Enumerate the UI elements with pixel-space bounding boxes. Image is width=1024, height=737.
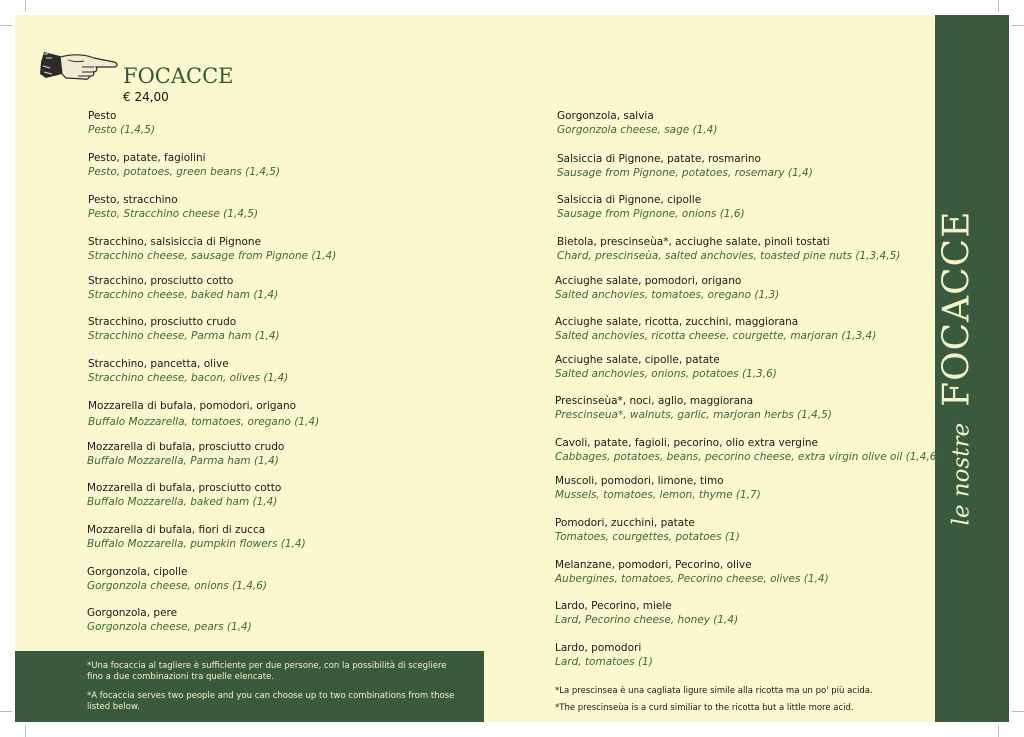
item-name: Stracchino, prosciutto cotto bbox=[88, 275, 234, 287]
item-name: Mozzarella di bufala, fiori di zucca bbox=[87, 524, 266, 536]
item-translation: Cabbages, potatoes, beans, pecorino cheese, extra virgin olive oil (1,4,6) bbox=[555, 451, 941, 463]
menu-item bbox=[557, 193, 745, 222]
item-name: Bietola, prescinseùa*, acciughe salate, pinoli tostati bbox=[557, 236, 830, 248]
menu-item bbox=[555, 516, 740, 545]
item-name: Stracchino, pancetta, olive bbox=[88, 358, 229, 370]
item-translation: Gorgonzola cheese, sage (1,4) bbox=[557, 124, 718, 136]
menu-item bbox=[88, 151, 280, 180]
item-translation: Pesto (1,4,5) bbox=[88, 124, 156, 136]
crop-mark bbox=[0, 711, 12, 712]
item-name: Acciughe salate, cipolle, patate bbox=[555, 354, 720, 366]
item-name: Pesto, stracchino bbox=[88, 194, 178, 206]
item-name: Lardo, pomodori bbox=[555, 642, 642, 654]
menu-item bbox=[555, 274, 779, 303]
item-name: Pesto bbox=[88, 110, 117, 122]
menu-item bbox=[555, 436, 941, 465]
note-box bbox=[15, 651, 484, 722]
pointing-hand-icon bbox=[38, 48, 120, 82]
item-translation: Buffalo Mozzarella, Parma ham (1,4) bbox=[87, 455, 279, 467]
item-name: Pesto, patate, fagiolini bbox=[88, 152, 206, 164]
item-name: Stracchino, salsisiccia di Pignone bbox=[88, 236, 262, 248]
note-english: *A focaccia serves two people and you can choose up to two combinations from those listed below. bbox=[87, 691, 455, 712]
menu-item bbox=[88, 235, 336, 264]
item-name: Gorgonzola, cipolle bbox=[87, 566, 188, 578]
item-name: Muscoli, pomodori, limone, timo bbox=[555, 475, 724, 487]
item-name: Prescinseùa*, noci, aglio, maggiorana bbox=[555, 395, 754, 407]
menu-item bbox=[88, 274, 278, 303]
item-translation: Pesto, Stracchino cheese (1,4,5) bbox=[88, 208, 259, 220]
crop-mark bbox=[1012, 711, 1024, 712]
item-name: Stracchino, prosciutto crudo bbox=[88, 316, 237, 328]
menu-item bbox=[87, 565, 267, 594]
item-name: Melanzane, pomodori, Pecorino, olive bbox=[555, 559, 752, 571]
item-translation: Salted anchovies, tomatoes, oregano (1,3) bbox=[555, 289, 780, 301]
menu-item bbox=[87, 606, 252, 635]
item-name: Acciughe salate, ricotta, zucchini, maggiorana bbox=[555, 316, 799, 328]
crop-mark bbox=[998, 0, 999, 12]
item-name: Salsiccia di Pignone, cipolle bbox=[557, 194, 702, 206]
item-translation: Aubergines, tomatoes, Pecorino cheese, olives (1,4) bbox=[555, 573, 829, 585]
menu-item bbox=[88, 315, 280, 344]
item-translation: Lard, tomatoes (1) bbox=[555, 656, 653, 668]
price: € 24,00 bbox=[123, 90, 169, 104]
item-translation: Stracchino cheese, baked ham (1,4) bbox=[88, 289, 279, 301]
item-name: Salsiccia di Pignone, patate, rosmarino bbox=[557, 153, 761, 165]
menu-item bbox=[87, 440, 284, 469]
crop-mark bbox=[1012, 25, 1024, 26]
item-name: Acciughe salate, pomodori, origano bbox=[555, 275, 742, 287]
menu-item bbox=[88, 357, 288, 386]
item-name: Pomodori, zucchini, patate bbox=[555, 517, 695, 529]
menu-item bbox=[88, 193, 258, 222]
crop-mark bbox=[25, 0, 26, 12]
menu-item bbox=[87, 523, 306, 552]
item-name: Gorgonzola, salvia bbox=[557, 110, 654, 122]
crop-mark bbox=[25, 725, 26, 737]
item-translation: Buffalo Mozzarella, pumpkin flowers (1,4) bbox=[87, 538, 306, 550]
item-name: Cavoli, patate, fagioli, pecorino, olio extra vergine bbox=[555, 437, 818, 449]
item-translation: Sausage from Pignone, onions (1,6) bbox=[557, 208, 745, 220]
item-translation: Buffalo Mozzarella, tomatoes, oregano (1,4) bbox=[88, 416, 320, 428]
menu-item bbox=[557, 235, 900, 264]
footnote-english: *The prescinseùa is a curd similiar to the ricotta but a little more acid. bbox=[555, 703, 854, 713]
item-translation: Mussels, tomatoes, lemon, thyme (1,7) bbox=[555, 489, 761, 501]
menu-item bbox=[557, 152, 813, 181]
item-name: Gorgonzola, pere bbox=[87, 607, 178, 619]
item-translation: Lard, Pecorino cheese, honey (1,4) bbox=[555, 614, 739, 626]
menu-item bbox=[555, 599, 738, 628]
item-translation: Chard, prescinseùa, salted anchovies, toasted pine nuts (1,3,4,5) bbox=[557, 250, 901, 262]
menu-item bbox=[555, 315, 876, 344]
item-name: Mozzarella di bufala, pomodori, origano bbox=[88, 400, 297, 412]
item-translation: Stracchino cheese, sausage from Pignone (1,4) bbox=[88, 250, 337, 262]
menu-item bbox=[555, 641, 653, 670]
menu-item bbox=[555, 558, 829, 587]
item-translation: Tomatoes, courgettes, potatoes (1) bbox=[555, 531, 740, 543]
item-translation: Gorgonzola cheese, pears (1,4) bbox=[87, 621, 252, 633]
side-title bbox=[937, 211, 978, 526]
note-italian: *Una focaccia al tagliere è sufficiente per due persone, con la possibilità di scegliere fino a due combinazioni tra quelle elencate. bbox=[87, 661, 447, 682]
item-name: Lardo, Pecorino, miele bbox=[555, 600, 672, 612]
crop-mark bbox=[0, 25, 12, 26]
item-translation: Sausage from Pignone, potatoes, rosemary (1,4) bbox=[557, 167, 813, 179]
item-translation: Gorgonzola cheese, onions (1,4,6) bbox=[87, 580, 267, 592]
side-title-big: FOCACCE bbox=[936, 210, 978, 407]
menu-item bbox=[555, 353, 777, 382]
item-translation: Stracchino cheese, Parma ham (1,4) bbox=[88, 330, 280, 342]
item-translation: Stracchino cheese, bacon, olives (1,4) bbox=[88, 372, 289, 384]
menu-item bbox=[88, 109, 155, 138]
side-title-small: le nostre bbox=[948, 422, 975, 526]
menu-item bbox=[87, 481, 281, 510]
item-translation: Salted anchovies, ricotta cheese, courgette, marjoran (1,3,4) bbox=[555, 330, 877, 342]
item-translation: Salted anchovies, onions, potatoes (1,3,6) bbox=[555, 368, 777, 380]
item-name: Mozzarella di bufala, prosciutto crudo bbox=[87, 441, 285, 453]
menu-item bbox=[555, 394, 832, 423]
crop-mark bbox=[998, 725, 999, 737]
footnote-italian: *La prescinsea è una cagliata ligure simile alla ricotta ma un po' più acida. bbox=[555, 686, 873, 696]
item-translation: Prescinseua*, walnuts, garlic, marjoran herbs (1,4,5) bbox=[555, 409, 832, 421]
item-translation: Buffalo Mozzarella, baked ham (1,4) bbox=[87, 496, 278, 508]
menu-item bbox=[557, 109, 717, 138]
item-translation: Pesto, potatoes, green beans (1,4,5) bbox=[88, 166, 281, 178]
menu-item bbox=[555, 474, 761, 503]
menu-item bbox=[88, 399, 319, 430]
item-name: Mozzarella di bufala, prosciutto cotto bbox=[87, 482, 282, 494]
page-title: FOCACCE bbox=[123, 64, 234, 88]
